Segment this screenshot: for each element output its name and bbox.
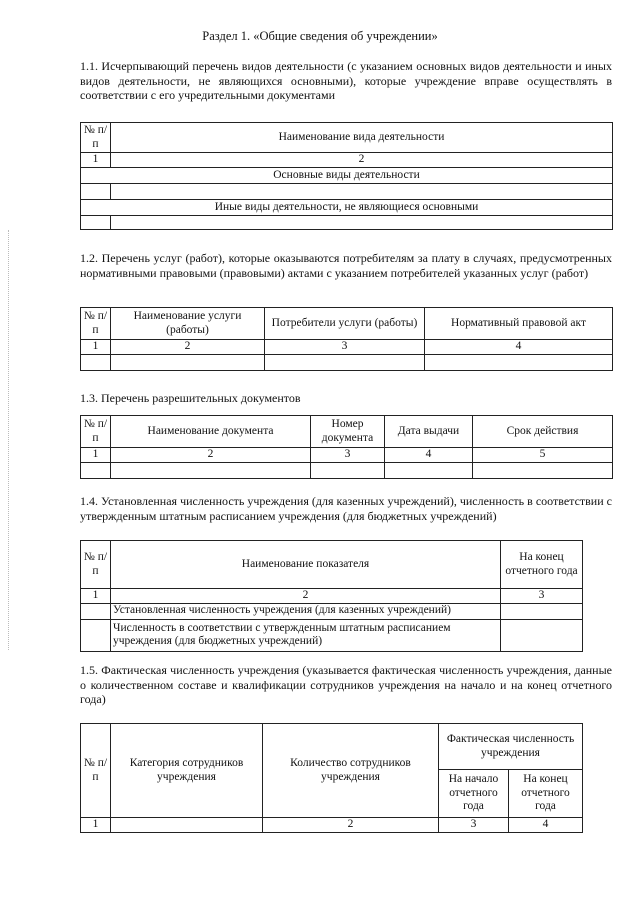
header-actual-headcount: Фактическая численность учреждения	[439, 724, 583, 770]
header-validity: Срок действия	[473, 416, 613, 448]
empty-cell	[81, 184, 111, 200]
empty-cell	[385, 463, 473, 479]
col-number: 3	[439, 818, 509, 833]
empty-cell	[111, 463, 311, 479]
col-number: 3	[501, 589, 583, 604]
activities-table	[80, 122, 613, 230]
empty-cell	[81, 463, 111, 479]
empty-cell	[501, 603, 583, 619]
empty-cell	[81, 355, 111, 371]
paragraph-1-3: 1.3. Перечень разрешительных документов	[80, 391, 301, 405]
col-number: 1	[81, 818, 111, 833]
main-activities-row: Основные виды деятельности	[81, 168, 613, 184]
col-number: 2	[111, 340, 265, 355]
header-year-end: На конец отчетного года	[509, 770, 583, 818]
header-number: № п/п	[81, 416, 111, 448]
empty-cell	[111, 216, 613, 230]
header-indicator-name: Наименование показателя	[111, 541, 501, 589]
header-number: № п/п	[81, 541, 111, 589]
col-number: 1	[81, 340, 111, 355]
header-issue-date: Дата выдачи	[385, 416, 473, 448]
header-employee-count: Количество сотрудников учреждения	[263, 724, 439, 818]
header-employee-category: Категория сотрудников учреждения	[111, 724, 263, 818]
empty-cell	[111, 818, 263, 833]
header-year-end: На конец отчетного года	[501, 541, 583, 589]
empty-cell	[81, 603, 111, 619]
col-number: 1	[81, 448, 111, 463]
empty-cell	[501, 619, 583, 651]
header-number: № п/п	[81, 724, 111, 818]
scan-margin-marks	[8, 230, 15, 650]
empty-cell	[425, 355, 613, 371]
established-headcount-row: Установленная численность учреждения (для казенных учреждений)	[111, 603, 501, 619]
header-document-name: Наименование документа	[111, 416, 311, 448]
col-number: 2	[111, 448, 311, 463]
col-number: 4	[425, 340, 613, 355]
header-consumers: Потребители услуги (работы)	[265, 308, 425, 340]
empty-cell	[81, 619, 111, 651]
col-number: 2	[111, 589, 501, 604]
col-number: 4	[509, 818, 583, 833]
empty-cell	[473, 463, 613, 479]
col-number: 2	[111, 153, 613, 168]
col-number: 4	[385, 448, 473, 463]
empty-cell	[265, 355, 425, 371]
empty-cell	[81, 216, 111, 230]
paragraph-1-4: 1.4. Установленная численность учреждения (для казенных учреждений), численность в соответствии с утвержденным штатным расписанием учреждения (для бюджетных учреждений)	[80, 494, 612, 523]
permits-table	[80, 415, 613, 479]
header-service-name: Наименование услуги (работы)	[111, 308, 265, 340]
col-number: 3	[311, 448, 385, 463]
staffing-schedule-row: Численность в соответствии с утвержденным штатным расписанием учреждения (для бюджетных учреждений)	[111, 619, 501, 651]
actual-staff-table	[80, 723, 583, 833]
col-number: 2	[263, 818, 439, 833]
staff-count-table	[80, 540, 583, 652]
paragraph-1-5: 1.5. Фактическая численность учреждения (указывается фактическая численность учреждения, данные о количественном составе и квалификации сотрудников учреждения на начало и на конец отчетного года)	[80, 663, 612, 706]
header-number: № п/п	[81, 123, 111, 153]
paragraph-1-1: 1.1. Исчерпывающий перечень видов деятельности (с указанием основных видов деятельности и иных видов деятельности, не являющихся основными), которые учреждение вправе осуществлять в соответствии с его учредительными документами	[80, 59, 612, 102]
section-title: Раздел 1. «Общие сведения об учреждении»	[202, 29, 438, 43]
header-number: № п/п	[81, 308, 111, 340]
col-number: 3	[265, 340, 425, 355]
col-number: 5	[473, 448, 613, 463]
col-number: 1	[81, 153, 111, 168]
other-activities-row: Иные виды деятельности, не являющиеся основными	[81, 200, 613, 216]
header-year-start: На начало отчетного года	[439, 770, 509, 818]
paragraph-1-2: 1.2. Перечень услуг (работ), которые оказываются потребителям за плату в случаях, предусмотренных нормативными правовыми (правовыми) актами с указанием потребителей указанных услуг (работ)	[80, 251, 612, 280]
header-activity-name: Наименование вида деятельности	[111, 123, 613, 153]
header-legal-act: Нормативный правовой акт	[425, 308, 613, 340]
services-table	[80, 307, 613, 371]
header-document-number: Номер документа	[311, 416, 385, 448]
empty-cell	[311, 463, 385, 479]
empty-cell	[111, 184, 613, 200]
empty-cell	[111, 355, 265, 371]
col-number: 1	[81, 589, 111, 604]
